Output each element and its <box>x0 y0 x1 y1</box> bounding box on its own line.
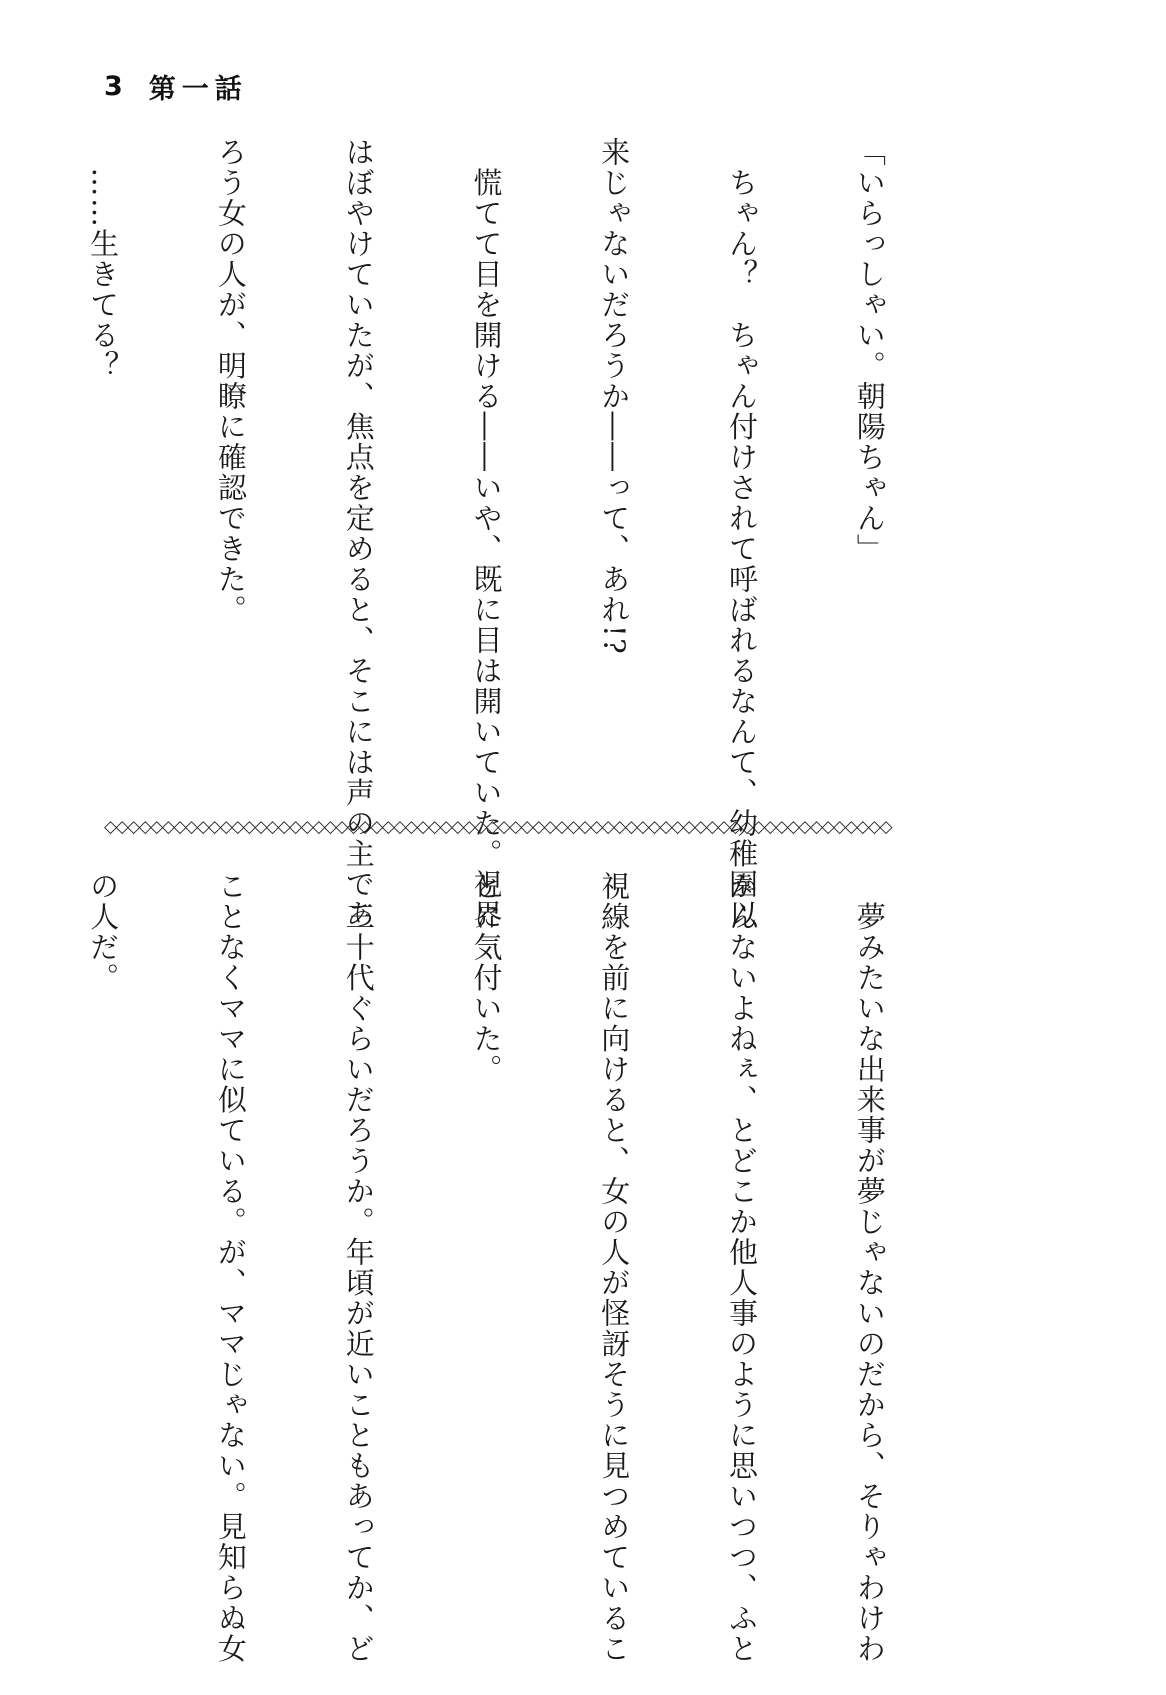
text-block-bottom <box>86 871 976 1664</box>
text-line: ろう女の人が、明瞭に確認できた。 <box>213 137 248 625</box>
text-line: 「いらっしゃい。朝陽ちゃん」 <box>852 137 887 564</box>
page-number: 3 <box>104 70 123 102</box>
text-line: ……生きてる？ <box>86 137 121 381</box>
text-block-top <box>86 137 976 930</box>
text-line: 夢みたいな出来事が夢じゃないのだから、そりゃわけわ <box>852 871 887 1664</box>
text-line: ちゃん？ ちゃん付けされて呼ばれるなんて、幼稚園以 <box>725 137 760 930</box>
text-line: 来じゃないだろうか――って、あれ!? <box>597 137 632 656</box>
text-line: かんないよねぇ、とどこか他人事のように思いつつ、ふと <box>725 871 760 1664</box>
text-line: とに気付いた。 <box>469 871 504 1085</box>
page-header <box>104 64 248 108</box>
text-line: 慌てて目を開ける――いや、既に目は開いていた。視界 <box>469 137 504 930</box>
text-line: の人だ。 <box>86 871 121 993</box>
text-line: 視線を前に向けると、女の人が怪訝そうに見つめているこ <box>597 871 632 1664</box>
chapter-title: 第一話 <box>148 73 248 105</box>
scene-separator: ◇◇◇◇◇◇◇◇◇◇◇◇◇◇◇◇◇◇◇◇◇◇◇◇◇◇◇◇◇◇◇◇◇◇◇◇◇◇◇◇◇◇◇◇◇◇◇◇◇◇◇◇◇◇◇◇◇◇◇◇◇◇◇◇◇◇◇◇ <box>104 817 892 837</box>
text-line: ことなくママに似ている。が、ママじゃない。見知らぬ女 <box>213 871 248 1664</box>
text-line: はぼやけていたが、焦点を定めると、そこには声の主であ <box>341 137 376 930</box>
text-line: 三十代ぐらいだろうか。年頃が近いこともあってか、ど <box>341 871 376 1664</box>
